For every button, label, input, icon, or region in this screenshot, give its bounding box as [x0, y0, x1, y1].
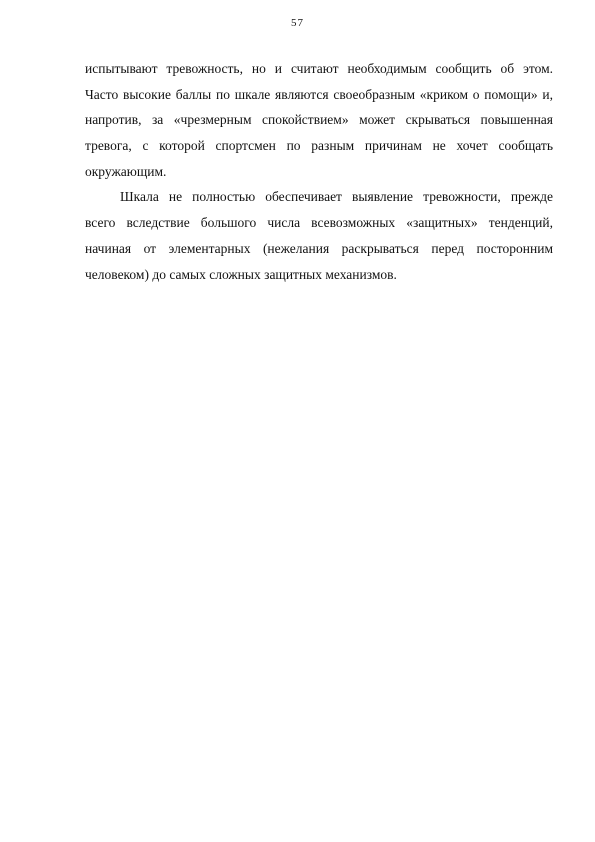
- text-line: Часто высокие баллы по шкале являются своеобразным «криком о помощи» и,: [85, 86, 553, 102]
- body-text: [85, 56, 553, 287]
- text-line: тревога, с которой спортсмен по разным причинам не хочет сообщать: [85, 138, 553, 154]
- text-line: начиная от элементарных (нежелания раскрываться перед посторонним: [85, 240, 553, 256]
- page-number: 57: [291, 17, 304, 29]
- text-line: окружающим.: [85, 163, 167, 179]
- text-line: всего вследствие большого числа всевозможных «защитных» тенденций,: [85, 215, 553, 231]
- paragraph-2: [85, 184, 553, 287]
- paragraph-1: [85, 56, 553, 184]
- text-line: Шкала не полностью обеспечивает выявление тревожности, прежде: [120, 189, 553, 205]
- text-line: испытывают тревожность, но и считают необходимым сообщить об этом.: [85, 61, 553, 76]
- text-line: напротив, за «чрезмерным спокойствием» может скрываться повышенная: [85, 112, 553, 128]
- text-line: человеком) до самых сложных защитных механизмов.: [85, 266, 397, 282]
